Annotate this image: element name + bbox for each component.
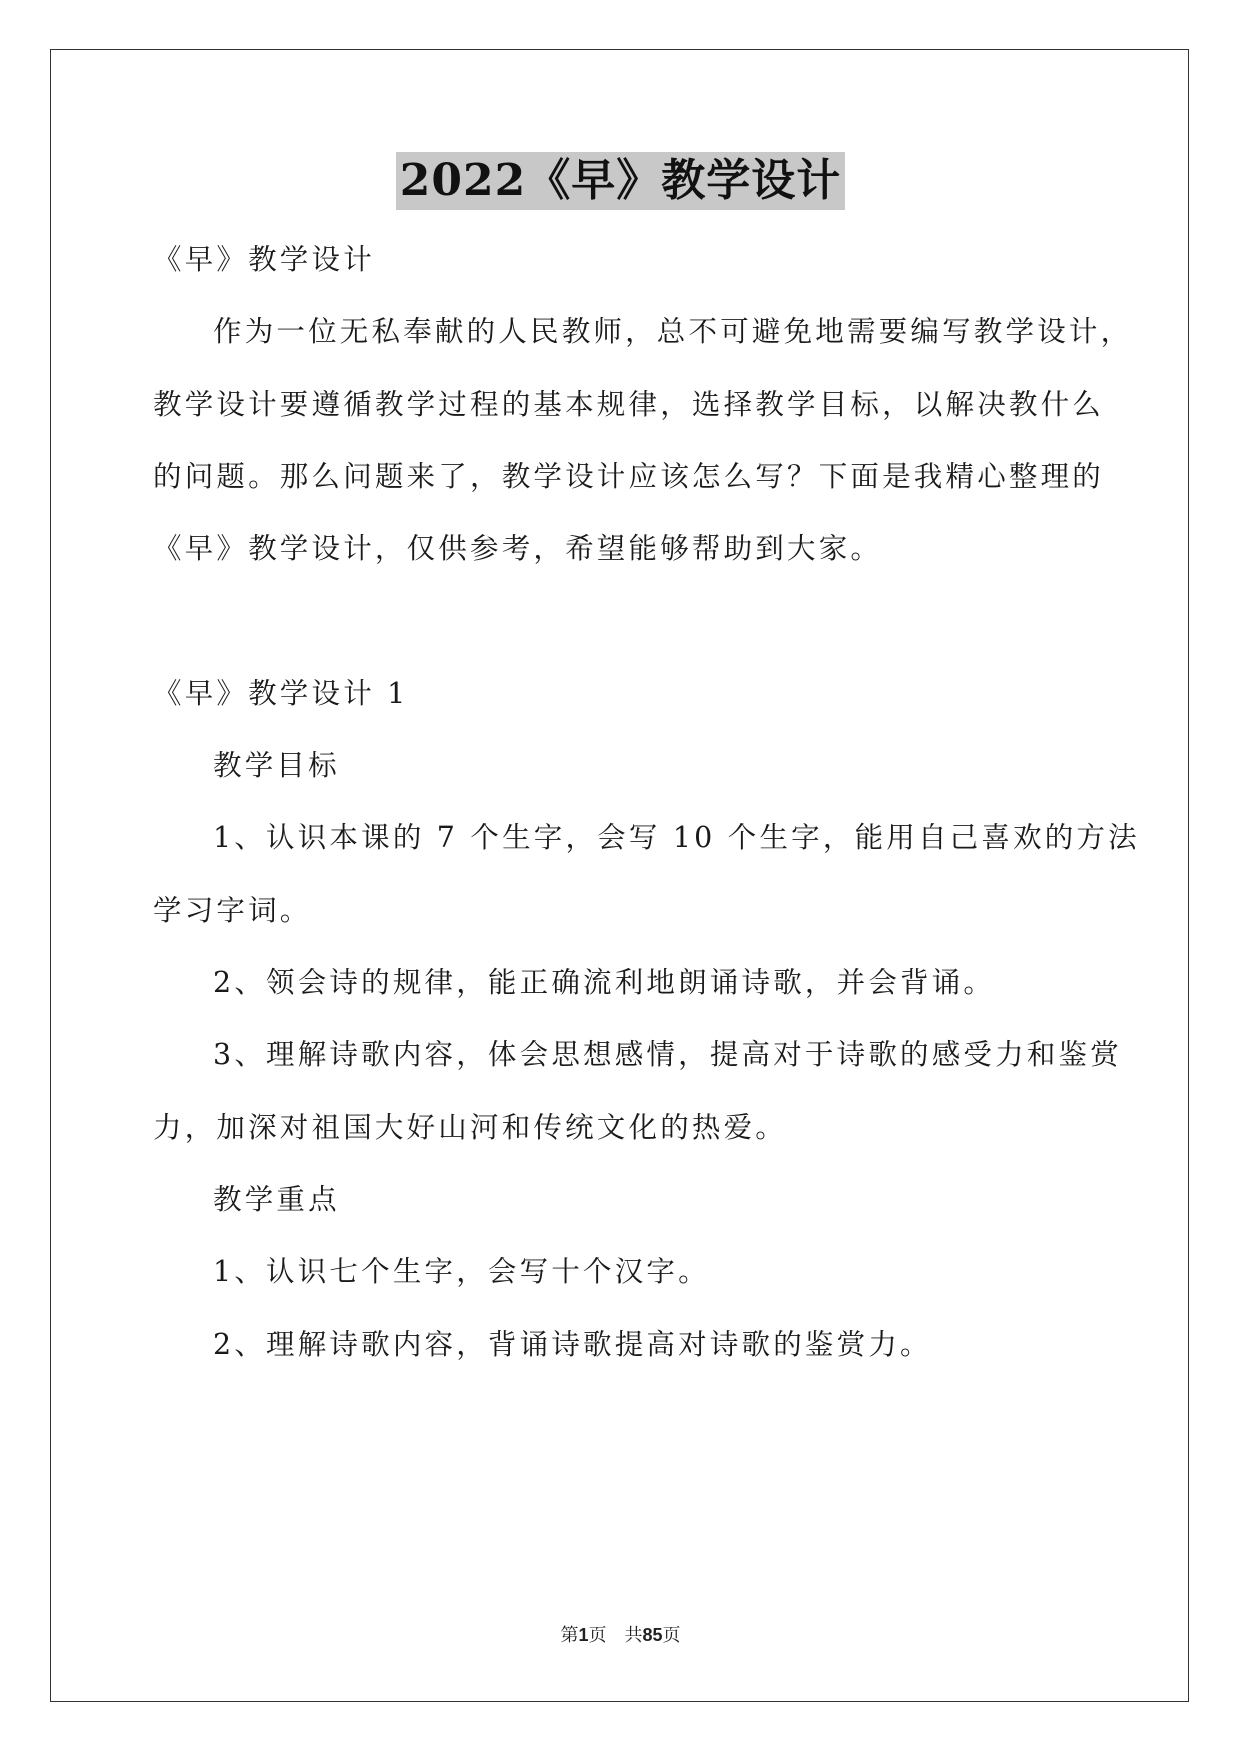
footer-page-current: 1 [578,1625,589,1645]
footer-page-suffix: 页 [588,1625,607,1645]
list-item: 1、认识本课的 7 个生字，会写 10 个生字，能用自己喜欢的方法 [213,821,1140,854]
list-item: 2、领会诗的规律，能正确流利地朗诵诗歌，并会背诵。 [213,966,996,999]
title-container [0,152,1241,210]
paragraph-line: 《早》教学设计，仅供参考，希望能够帮助到大家。 [153,532,883,565]
paragraph-line: 作为一位无私奉献的人民教师，总不可避免地需要编写教学设计， [213,315,1133,348]
page-footer [0,1621,1241,1647]
footer-page-total: 85 [642,1625,663,1645]
section-heading: 《早》教学设计 1 [153,677,409,710]
subheading-goals: 教学目标 [213,749,340,782]
footer-total-suffix: 页 [662,1625,681,1645]
footer-page-prefix: 第 [560,1625,579,1645]
paragraph-line: 教学设计要遵循教学过程的基本规律，选择教学目标，以解决教什么 [153,388,1105,421]
page-border [50,49,1189,1702]
list-item-continued: 力，加深对祖国大好山河和传统文化的热爱。 [153,1111,788,1144]
heading-intro: 《早》教学设计 [153,243,375,276]
list-item: 3、理解诗歌内容，体会思想感情，提高对于诗歌的感受力和鉴赏 [213,1038,1122,1071]
footer-total-prefix: 共 [624,1625,643,1645]
list-item: 2、理解诗歌内容，背诵诗歌提高对诗歌的鉴赏力。 [213,1328,932,1361]
subheading-key-points: 教学重点 [213,1183,340,1216]
list-item-continued: 学习字词。 [153,894,312,927]
paragraph-line: 的问题。那么问题来了，教学设计应该怎么写？下面是我精心整理的 [153,460,1105,493]
document-title: 2022《早》教学设计 [396,152,845,210]
list-item: 1、认识七个生字，会写十个汉字。 [213,1255,710,1288]
